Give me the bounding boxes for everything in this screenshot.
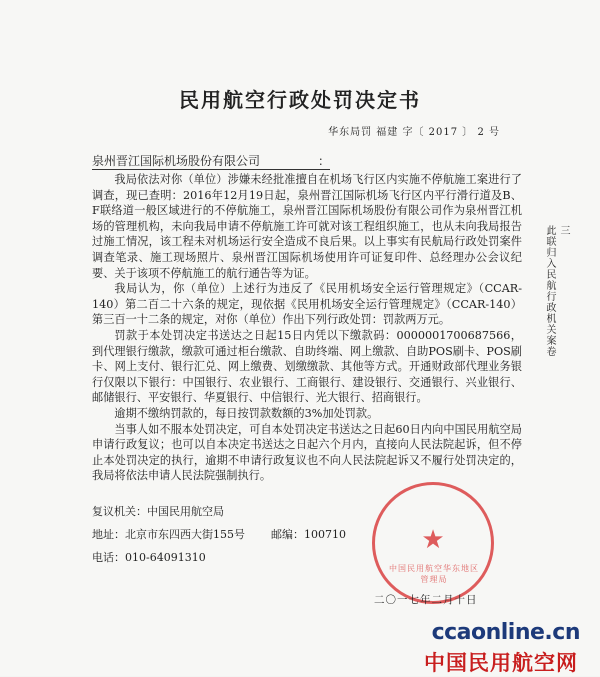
addressee-name: 泉州晋江国际机场股份有限公司: [92, 154, 261, 168]
address-row: [92, 523, 346, 546]
side-note-copy-number: 三: [558, 225, 569, 236]
review-authority-value: 中国民用航空局: [147, 505, 224, 518]
contact-block: [92, 500, 346, 569]
document-body: [92, 172, 522, 484]
address-value: 北京市东四西大街155号: [125, 528, 245, 541]
phone-row: [92, 546, 346, 569]
side-note-text: 此联归入民航行政机关案卷: [544, 225, 555, 357]
watermark-name: 中国民用航空网: [424, 651, 578, 675]
postcode-label: 邮编：: [271, 528, 304, 541]
document-number: 华东局罚 福建 字〔 2017 〕 2 号: [328, 127, 500, 138]
seal-star-icon: ★: [421, 525, 445, 555]
postcode-value: 100710: [304, 528, 346, 541]
review-authority-row: [92, 500, 346, 523]
phone-label: 电话：: [92, 551, 125, 564]
review-authority-label: 复议机关：: [92, 505, 147, 518]
watermark-site: ccaonline.cn: [431, 620, 580, 645]
addressee-colon: ：: [317, 154, 330, 168]
document-title: 民用航空行政处罚决定书: [179, 88, 421, 112]
side-note: [544, 225, 570, 357]
paragraph-investigation: 我局依法对你（单位）涉嫌未经批准擅自在机场飞行区内实施不停航施工案进行了调查，现已查明：2016年12月19日起，泉州晋江国际机场飞行区内平行滑行道及B、F联络道一般区域进行的不停航施工，泉州晋江国际机场股份有限公司作为泉州晋江机场的管理机构，未向我局申请不停航施工许可就对该工程组织施工，也从未向我局报告过施工情况，该工程未对机场运行安全造成不良后果。以上事实有民航局行政处罚案件调查笔录、施工现场照片、泉州晋江国际机场使用许可证复印件、总经理办公会议纪要、关于该项不停航施工的航行通告等为证。: [92, 173, 522, 280]
paragraph-appeal: 当事人如不服本处罚决定，可自本处罚决定书送达之日起60日内向中国民用航空局申请行政复议；也可以自本决定书送达之日起六个月内，直接向人民法院起诉，但不停止本处罚决定的执行，逾期不申请行政复议也不向人民法院起诉又不履行处罚决定的，我局将依法申请人民法院强制执行。: [92, 422, 522, 483]
paragraph-payment: 罚款于本处罚决定书送达之日起15日内凭以下缴款码：0000001700687566，到代理银行缴款，缴款可通过柜台缴款、自助终端、网上缴款、自助POS刷卡、POS刷卡、网上支付、银行汇兑、网上缴费、划缴缴款、其他等方式。开通财政部代理业务银行仅限以下银行：中国银行、农业银行、工商银行、建设银行、交通银行、兴业银行、邮储银行、平安银行、华夏银行、中信银行、光大银行、招商银行。: [92, 328, 522, 405]
phone-value: 010-64091310: [125, 551, 206, 564]
paragraph-decision: 我局认为，你（单位）上述行为违反了《民用机场安全运行管理规定》（CCAR-140）第二百二十六条的规定，现依据《民用机场安全运行管理规定》（CCAR-140）第三百一十二条的规定，对你（单位）作出下列行政处罚：罚款两万元。: [92, 282, 522, 327]
official-seal: [372, 482, 494, 604]
address-label: 地址：: [92, 528, 125, 541]
seal-text: 中国民用航空华东地区管理局: [389, 564, 479, 584]
paragraph-late-fee: 逾期不缴纳罚款的，每日按罚款数额的3%加处罚款。: [114, 406, 379, 420]
document-date: 二〇一七年二月十日: [374, 594, 478, 606]
addressee-line: [92, 152, 330, 170]
